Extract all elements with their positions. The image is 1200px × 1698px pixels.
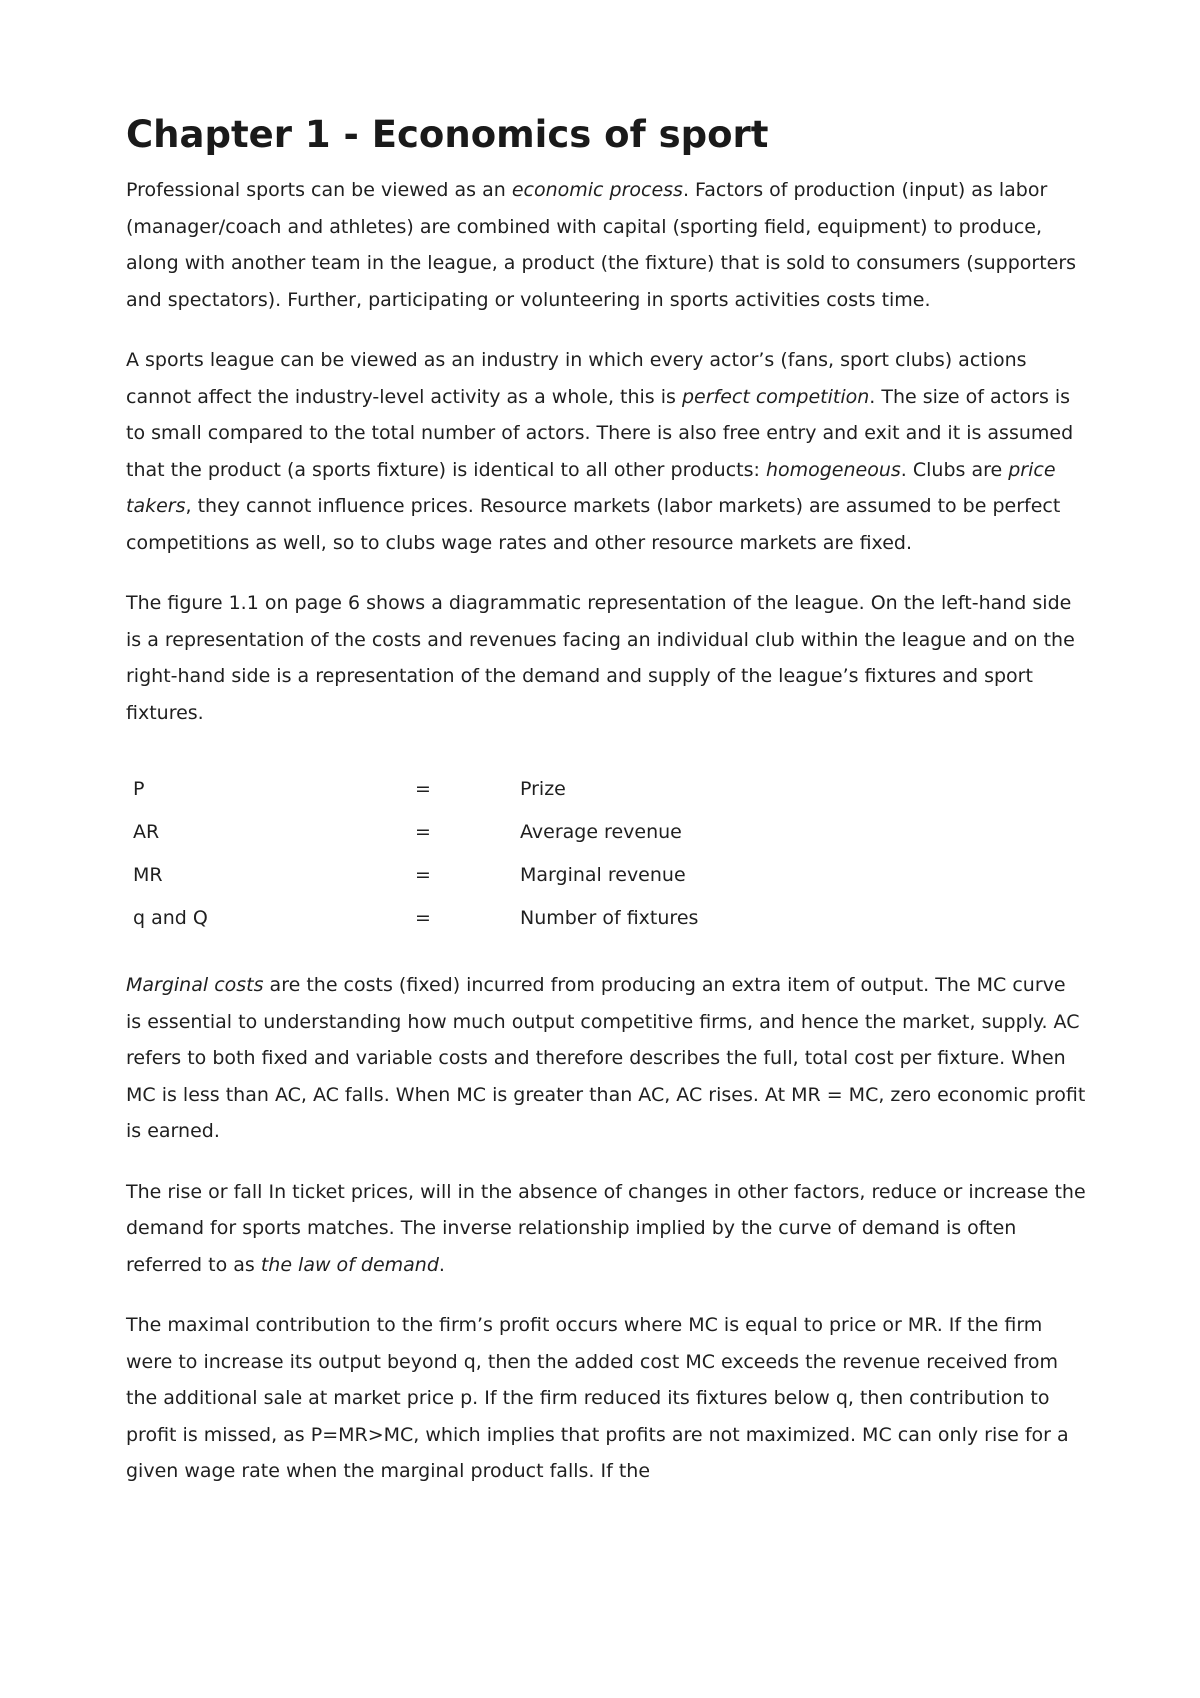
intro-paragraphs	[126, 172, 1086, 731]
definition-equals: =	[415, 820, 431, 843]
definition-meaning: Prize	[520, 777, 566, 800]
definition-meaning: Marginal revenue	[520, 863, 686, 886]
paragraph-marginal-costs: Marginal costs are the costs (fixed) incurred from producing an extra item of output. The MC curve is essential to understanding how much output competitive firms, and hence the market, supply. AC refers to both fixed and variable costs and therefore describes the full, total cost per fixture. When MC is less than AC, AC falls. When MC is greater than AC, AC rises. At MR = MC, zero economic profit is earned.	[126, 974, 1086, 1142]
paragraph-figure-reference: The figure 1.1 on page 6 shows a diagrammatic representation of the league. On the left-hand side is a representation of the costs and revenues facing an individual club within the league and on the right-hand side is a representation of the demand and supply of the league’s fixtures and sport fixtures.	[126, 592, 1075, 724]
definition-symbol: AR	[133, 820, 160, 843]
definition-row	[126, 810, 820, 853]
body-paragraphs	[126, 967, 1086, 1490]
paragraph-economic-process: Professional sports can be viewed as an economic process. Factors of production (input) as labor (manager/coach and athletes) are combined with capital (sporting field, equipment) to produce, along with another team in the league, a product (the fixture) that is sold to consumers (supporters and spectators). Further, participating or volunteering in sports activities costs time.	[126, 179, 1077, 311]
definition-symbol: q and Q	[133, 906, 208, 929]
definition-row	[126, 853, 820, 896]
definition-equals: =	[415, 863, 431, 886]
definition-meaning: Number of fixtures	[520, 906, 699, 929]
definition-meaning: Average revenue	[520, 820, 682, 843]
definition-equals: =	[415, 777, 431, 800]
document-page	[126, 108, 1086, 1514]
definitions-table	[126, 767, 820, 939]
definition-symbol: P	[133, 777, 145, 800]
paragraph-perfect-competition: A sports league can be viewed as an industry in which every actor’s (fans, sport clubs) actions cannot affect the industry-level activity as a whole, this is perfect competition. The size of actors is to small compared to the total number of actors. There is also free entry and exit and it is assumed that the product (a sports fixture) is identical to all other products: homogeneous. Clubs are price takers, they cannot influence prices. Resource markets (labor markets) are assumed to be perfect competitions as well, so to clubs wage rates and other resource markets are fixed.	[126, 349, 1074, 554]
definition-symbol: MR	[133, 863, 163, 886]
definition-equals: =	[415, 906, 431, 929]
paragraph-law-of-demand: The rise or fall In ticket prices, will in the absence of changes in other factors, reduce or increase the demand for sports matches. The inverse relationship implied by the curve of demand is often referred to as the law of demand.	[126, 1180, 1086, 1276]
paragraph-profit-maximization: The maximal contribution to the firm’s profit occurs where MC is equal to price or MR. If the firm were to increase its output beyond q, then the added cost MC exceeds the revenue received from the additional sale at market price p. If the firm reduced its fixtures below q, then contribution to profit is missed, as P=MR>MC, which implies that profits are not maximized. MC can only rise for a given wage rate when the marginal product falls. If the	[126, 1314, 1069, 1482]
definition-row	[126, 896, 820, 939]
chapter-title: Chapter 1 - Economics of sport	[126, 113, 769, 156]
definition-row	[126, 767, 820, 810]
